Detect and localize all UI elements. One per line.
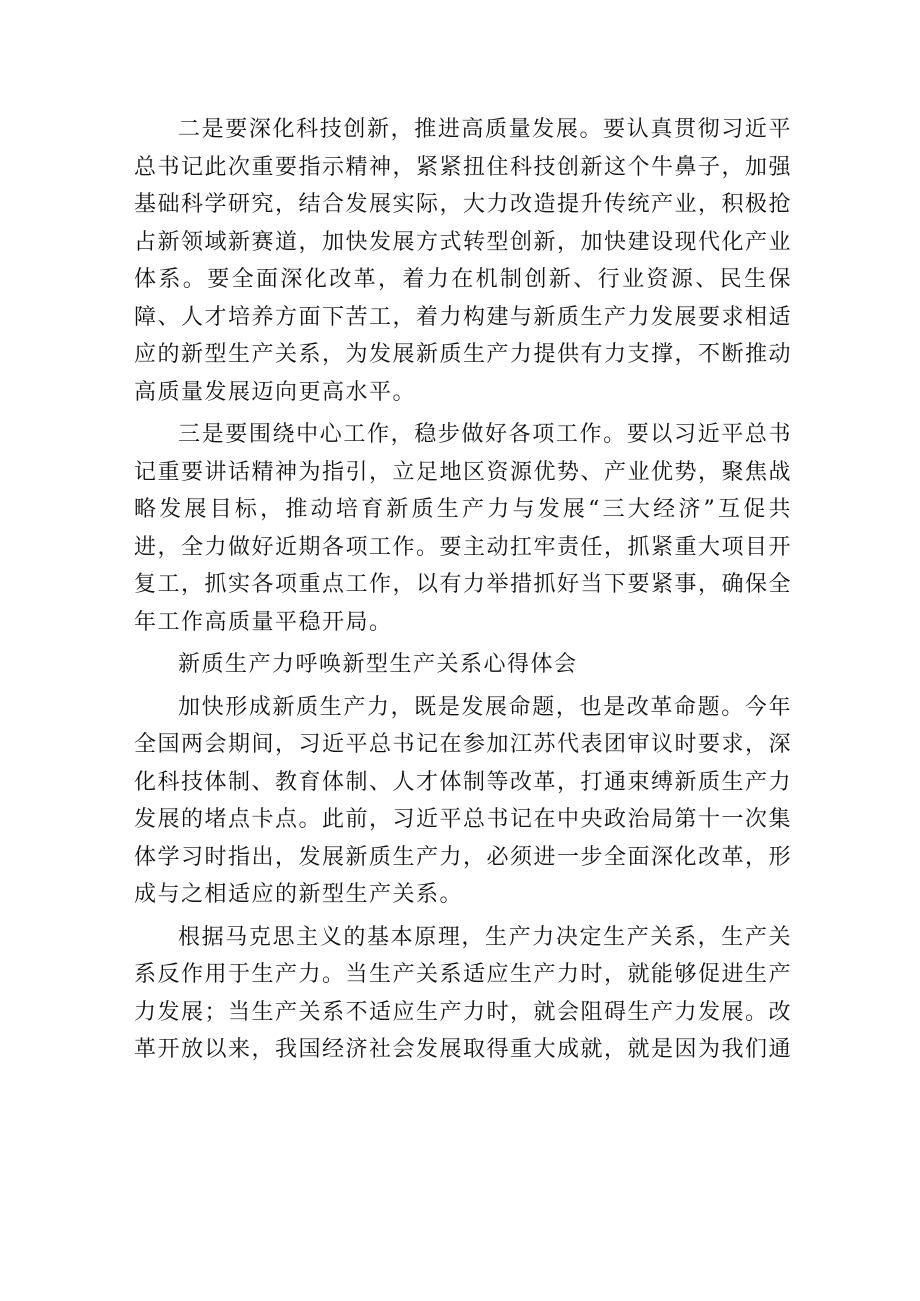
- section-title: 新质生产力呼唤新型生产关系心得体会: [178, 652, 578, 677]
- paragraph-marxism-principle: 根据马克思主义的基本原理，生产力决定生产关系，生产关系反作用于生产力。当生产关系适应生产力时，就能够促进生产力发展；当生产关系不适应生产力时，就会阻碍生产力发展。改革开放以来，我国经济社会发展取得重大成就，就是因为我们通: [134, 924, 793, 1062]
- paragraph-central-work: 三是要围绕中心工作，稳步做好各项工作。要以习近平总书记重要讲话精神为指引，立足地区资源优势、产业优势，聚焦战略发展目标，推动培育新质生产力与发展“三大经济”互促共进，全力做好近期各项工作。要主动扛牢责任，抓紧重大项目开复工，抓实各项重点工作，以有力举措抓好当下要紧事，确保全年工作高质量平稳开局。: [134, 422, 793, 635]
- document-body: [134, 111, 792, 1074]
- paragraph-new-productivity: 加快形成新质生产力，既是发展命题，也是改革命题。今年全国两会期间，习近平总书记在参加江苏代表团审议时要求，深化科技体制、教育体制、人才体制等改革，打通束缚新质生产力发展的堵点卡点。此前，习近平总书记在中央政治局第十一次集体学习时指出，发展新质生产力，必须进一步全面深化改革，形成与之相适应的新型生产关系。: [134, 694, 793, 907]
- paragraph-tech-innovation: 二是要深化科技创新，推进高质量发展。要认真贯彻习近平总书记此次重要指示精神，紧紧扭住科技创新这个牛鼻子，加强基础科学研究，结合发展实际，大力改造提升传统产业，积极抢占新领域新赛道，加快发展方式转型创新，加快建设现代化产业体系。要全面深化改革，着力在机制创新、行业资源、民生保障、人才培养方面下苦工，着力构建与新质生产力发展要求相适应的新型生产关系，为发展新质生产力提供有力支撑，不断推动高质量发展迈向更高水平。: [134, 117, 793, 405]
